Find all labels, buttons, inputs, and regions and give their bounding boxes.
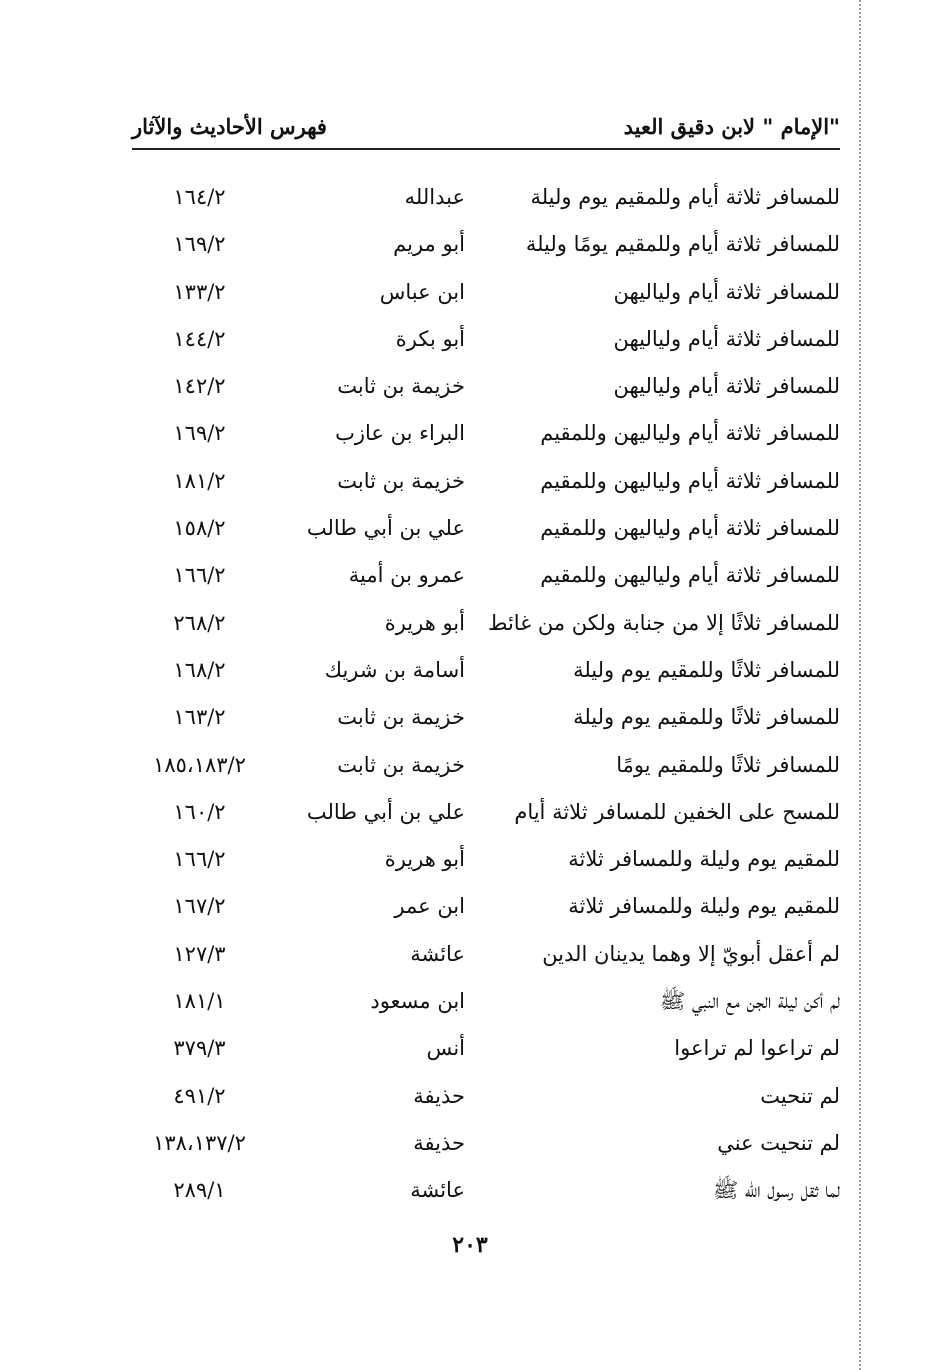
volume-page-ref: ١٦٦/٢ <box>173 563 226 588</box>
index-row <box>132 318 840 365</box>
narrator: البراء بن عازب <box>335 421 465 446</box>
volume-page-ref: ١٣٣/٢ <box>173 279 226 304</box>
index-row <box>132 1027 840 1074</box>
narrator: حذيفة <box>413 1130 465 1155</box>
hadith-text: للمسافر ثلاثة أيام وللمقيم يومًا وليلة <box>525 232 840 257</box>
narrator: خزيمة بن ثابت <box>337 752 465 777</box>
index-row <box>132 885 840 932</box>
hadith-text: لما ثقل رسول الله ﷺ <box>712 1178 840 1203</box>
narrator: خزيمة بن ثابت <box>337 705 465 730</box>
index-row <box>132 791 840 838</box>
volume-page-ref: ١٨١/٢ <box>173 468 226 493</box>
volume-page-ref: ١٥٨/٢ <box>173 516 226 541</box>
narrator: عائشة <box>410 941 465 966</box>
hadith-text: لم تنحيت <box>760 1083 840 1108</box>
header-rule <box>132 148 840 150</box>
hadith-text: للمسافر ثلاثة أيام ولياليهن وللمقيم <box>540 468 840 493</box>
narrator: عائشة <box>410 1178 465 1203</box>
volume-page-ref: ٣٧٩/٣ <box>173 1036 226 1061</box>
index-row <box>132 223 840 270</box>
page-edge-dots <box>859 0 861 1370</box>
hadith-index-list <box>132 176 840 1217</box>
volume-page-ref: ٢٨٩/١ <box>173 1178 226 1203</box>
hadith-text: للمسح على الخفين للمسافر ثلاثة أيام <box>514 799 840 824</box>
hadith-text: للمسافر ثلاثة أيام ولياليهن وللمقيم <box>540 516 840 541</box>
hadith-text: للمسافر ثلاثًا وللمقيم يومًا <box>616 752 840 777</box>
index-row <box>132 1169 840 1216</box>
narrator: عبدالله <box>404 185 465 209</box>
volume-page-ref: ١٨١/١ <box>173 989 226 1014</box>
index-row <box>132 838 840 885</box>
narrator: ابن عمر <box>394 894 465 919</box>
running-header <box>132 100 840 150</box>
narrator: أبو هريرة <box>384 610 465 635</box>
page-number: ٢٠٣ <box>452 1232 488 1258</box>
hadith-text: للمسافر ثلاثًا وللمقيم يوم وليلة <box>573 657 840 682</box>
volume-page-ref: ١٢٧/٣ <box>173 941 226 966</box>
volume-page-ref: ١٦٩/٢ <box>173 232 226 257</box>
index-row <box>132 744 840 791</box>
narrator: خزيمة بن ثابت <box>337 374 465 399</box>
volume-page-ref: ٢٦٨/٢ <box>173 610 226 635</box>
index-row <box>132 1122 840 1169</box>
volume-page-ref: ١٦٧/٢ <box>173 894 226 919</box>
hadith-text: للمقيم يوم وليلة وللمسافر ثلاثة <box>568 847 840 872</box>
hadith-text: لم تنحيت عني <box>717 1130 840 1155</box>
narrator: أبو هريرة <box>384 847 465 872</box>
narrator: أبو مريم <box>393 232 465 257</box>
volume-page-ref: ١٦٠/٢ <box>173 799 226 824</box>
hadith-text: للمسافر ثلاثًا إلا من جنابة ولكن من غائط <box>488 610 840 635</box>
index-row <box>132 554 840 601</box>
index-row <box>132 507 840 554</box>
volume-page-ref: ١٦٤/٢ <box>173 185 226 209</box>
index-row <box>132 980 840 1027</box>
index-row <box>132 176 840 223</box>
volume-page-ref: ١٦٦/٢ <box>173 847 226 872</box>
volume-page-ref: ١٨٥،١٨٣/٢ <box>153 752 246 777</box>
volume-page-ref: ١٦٣/٢ <box>173 705 226 730</box>
narrator: حذيفة <box>413 1083 465 1108</box>
index-row <box>132 933 840 980</box>
volume-page-ref: ١٤٤/٢ <box>173 326 226 351</box>
volume-page-ref: ١٣٨،١٣٧/٢ <box>153 1130 246 1155</box>
index-row <box>132 365 840 412</box>
volume-page-ref: ١٦٩/٢ <box>173 421 226 446</box>
hadith-text: للمسافر ثلاثة أيام ولياليهن <box>613 279 840 304</box>
index-row <box>132 1075 840 1122</box>
narrator: أنس <box>426 1036 465 1061</box>
index-row <box>132 460 840 507</box>
narrator: ابن مسعود <box>370 989 465 1014</box>
volume-page-ref: ٤٩١/٢ <box>173 1083 226 1108</box>
narrator: ابن عباس <box>379 279 465 304</box>
narrator: خزيمة بن ثابت <box>337 468 465 493</box>
narrator: علي بن أبي طالب <box>306 799 465 824</box>
narrator: أبو بكرة <box>395 326 465 351</box>
hadith-text: للمسافر ثلاثة أيام وللمقيم يوم وليلة <box>530 185 840 209</box>
hadith-text: للمسافر ثلاثًا وللمقيم يوم وليلة <box>573 705 840 730</box>
index-row <box>132 696 840 743</box>
book-title: "الإمام " لابن دقيق العيد <box>623 114 840 139</box>
volume-page-ref: ١٦٨/٢ <box>173 657 226 682</box>
index-row <box>132 649 840 696</box>
hadith-text: للمسافر ثلاثة أيام ولياليهن وللمقيم <box>540 421 840 446</box>
narrator: أسامة بن شريك <box>324 657 465 682</box>
hadith-text: لم أكن ليلة الجن مع النبي ﷺ <box>659 989 840 1014</box>
narrator: عمرو بن أمية <box>348 563 465 588</box>
hadith-text: لم أعقل أبويّ إلا وهما يدينان الدين <box>542 941 840 966</box>
narrator: علي بن أبي طالب <box>306 516 465 541</box>
section-title: فهرس الأحاديث والآثار <box>132 114 327 139</box>
hadith-text: للمقيم يوم وليلة وللمسافر ثلاثة <box>568 894 840 919</box>
volume-page-ref: ١٤٢/٢ <box>173 374 226 399</box>
index-row <box>132 412 840 459</box>
hadith-text: للمسافر ثلاثة أيام ولياليهن <box>613 326 840 351</box>
index-row <box>132 602 840 649</box>
hadith-text: للمسافر ثلاثة أيام ولياليهن وللمقيم <box>540 563 840 588</box>
hadith-text: لم تراعوا لم تراعوا <box>674 1036 840 1061</box>
index-row <box>132 271 840 318</box>
hadith-text: للمسافر ثلاثة أيام ولياليهن <box>613 374 840 399</box>
